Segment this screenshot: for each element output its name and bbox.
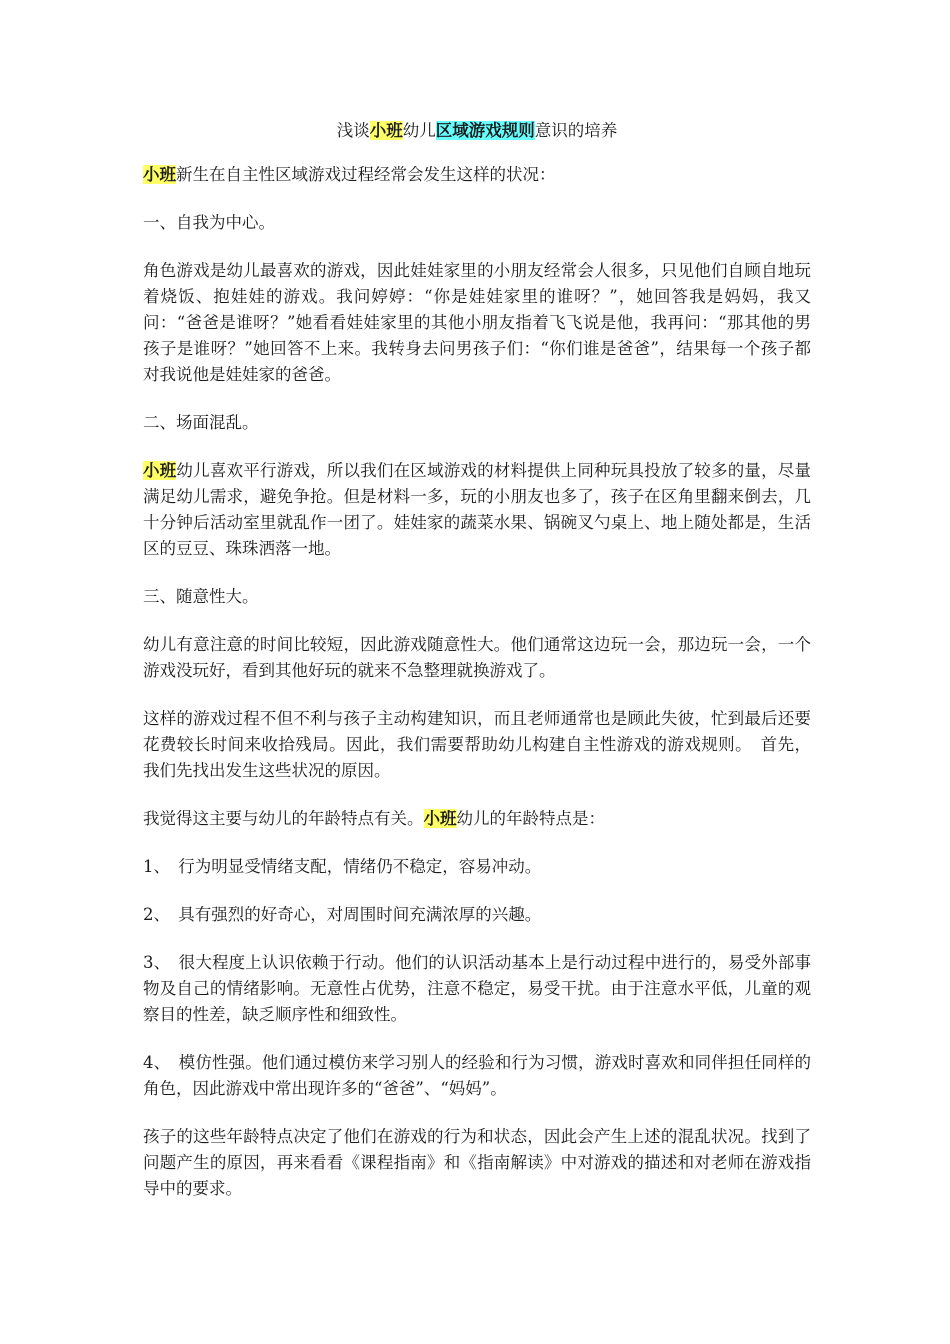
intro-highlight: 小班 [143, 165, 176, 184]
paragraph-5 [143, 806, 811, 832]
title-highlight-xiaoban: 小班 [369, 121, 403, 140]
list-item: 2、 具有强烈的好奇心，对周围时间充满浓厚的兴趣。 [143, 905, 542, 924]
paragraph-3: 幼儿有意注意的时间比较短，因此游戏随意性大。他们通常这边玩一会，那边玩一会，一个游戏没玩好，看到其他好玩的就来不急整理就换游戏了。 [143, 635, 811, 680]
title-text-2: 幼儿 [402, 121, 436, 140]
paragraph-1: 角色游戏是幼儿最喜欢的游戏，因此娃娃家里的小朋友经常会人很多，只见他们自顾自地玩着烧饭、抱娃娃的游戏。我问婷婷：“你是娃娃家里的谁呀？”，她回答我是妈妈，我又问：“爸爸是谁呀？”她看看娃娃家里的其他小朋友指着飞飞说是他，我再问：“那其他的男孩子是谁呀？”她回答不上来。我转身去问男孩子们：“你们谁是爸爸”，结果每一个孩子都对我说他是娃娃家的爸爸。 [143, 261, 811, 384]
paragraph-5-highlight: 小班 [423, 809, 457, 828]
section-heading-1: 一、自我为中心。 [143, 213, 275, 232]
paragraph-4: 这样的游戏过程不但不利与孩子主动构建知识，而且老师通常也是顾此失彼，忙到最后还要花费较长时间来收拾残局。因此，我们需要帮助幼儿构建自主性游戏的游戏规则。 首先，我们先找出发生这些状况的原因。 [143, 709, 811, 780]
paragraph-2 [143, 458, 811, 562]
document-body [143, 118, 811, 1224]
paragraph-2-highlight: 小班 [143, 461, 177, 480]
title-text-1: 浅谈 [336, 121, 370, 140]
paragraph-5-text-after: 幼儿的年龄特点是： [456, 809, 605, 828]
list-item: 3、 很大程度上认识依赖于行动。他们的认识活动基本上是行动过程中进行的，易受外部事物及自己的情绪影响。无意性占优势，注意不稳定，易受干扰。由于注意水平低，儿童的观察目的性差，缺乏顺序性和细致性。 [143, 953, 811, 1024]
paragraph-2-text: 幼儿喜欢平行游戏，所以我们在区域游戏的材料提供上同种玩具投放了较多的量，尽量满足幼儿需求，避免争抢。但是材料一多，玩的小朋友也多了，孩子在区角里翻来倒去，几十分钟后活动室里就乱作一团了。娃娃家的蔬菜水果、锅碗叉勺桌上、地上随处都是，生活区的豆豆、珠珠洒落一地。 [143, 461, 812, 558]
section-heading-3: 三、随意性大。 [143, 587, 259, 606]
title-highlight-rules: 区域游戏规则 [435, 121, 535, 140]
list-item: 4、 模仿性强。他们通过模仿来学习别人的经验和行为习惯，游戏时喜欢和同伴担任同样的角色，因此游戏中常出现许多的“爸爸”、“妈妈”。 [143, 1053, 811, 1098]
intro-text: 新生在自主性区域游戏过程经常会发生这样的状况： [176, 165, 556, 184]
title-text-3: 意识的培养 [534, 121, 618, 140]
list-item: 1、 行为明显受情绪支配，情绪仍不稳定，容易冲动。 [143, 857, 542, 876]
section-heading-2: 二、场面混乱。 [143, 413, 259, 432]
intro-paragraph [143, 162, 811, 188]
document-title [143, 118, 811, 144]
paragraph-6: 孩子的这些年龄特点决定了他们在游戏的行为和状态，因此会产生上述的混乱状况。找到了问题产生的原因，再来看看《课程指南》和《指南解读》中对游戏的描述和对老师在游戏指导中的要求。 [143, 1127, 811, 1198]
paragraph-5-text-before: 我觉得这主要与幼儿的年龄特点有关。 [143, 809, 424, 828]
